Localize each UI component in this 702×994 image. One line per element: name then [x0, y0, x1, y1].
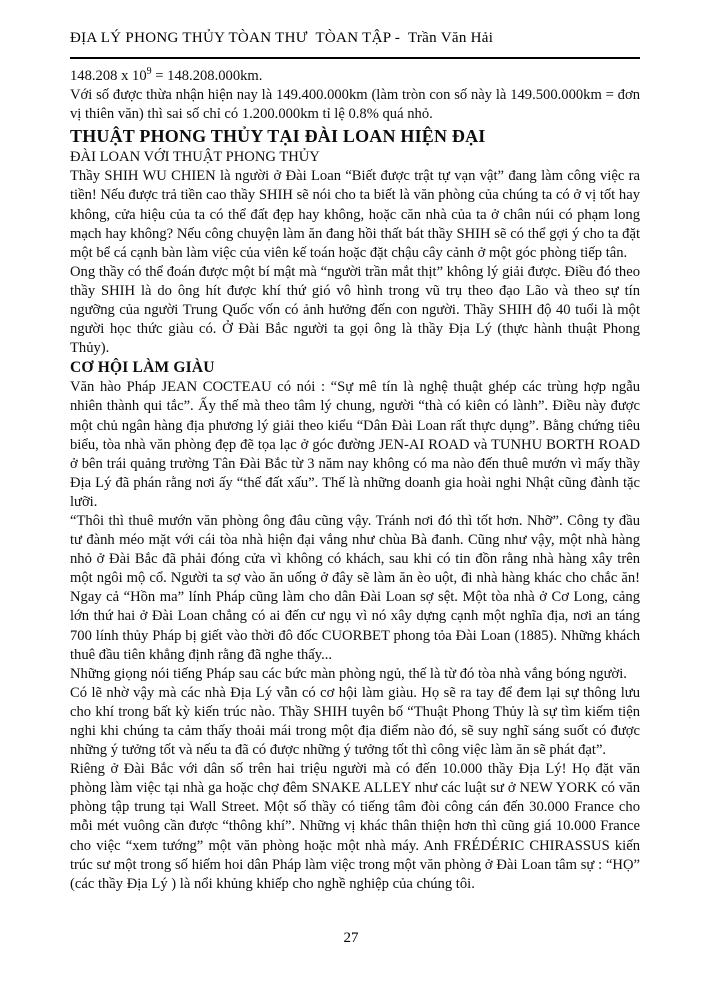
paragraph-shih-secret: Ong thầy có thể đoán được một bí mật mà “người trần mắt thịt” không lý giải được. Điều đó theo thầy SHIH là do ông hít được khí thứ gió vô hình trong vũ trụ theo đạo Lão và theo sự tín ngưỡng của người Trung Quốc vốn có ảnh hưởng đến con người. Thầy SHIH độ 40 tuổi là một người học thức giàu có. Ở Đài Bắc người ta gọi ông là thầy Địa Lý (thực hành thuật Phong Thủy).	[70, 263, 640, 357]
header-title: ĐỊA LÝ PHONG THỦY TÒAN THƯ TÒAN TẬP - Trần Văn Hải	[70, 30, 494, 46]
header-divider	[70, 57, 640, 59]
section-heading-co-hoi-lam-giau: CƠ HỘI LÀM GIÀU	[70, 359, 215, 377]
paragraph-french-voices: Những giọng nói tiếng Pháp sau các bức màn phòng ngủ, thế là từ đó tòa nhà vắng bóng người.	[70, 665, 627, 682]
paragraph-cocteau: Văn hào Pháp JEAN COCTEAU có nói : “Sự mê tín là nghệ thuật ghép các trùng hợp ngẫu nhiên thành qui tắc”. Ấy thế mà theo tâm lý chung, người “thà có kiên có lành”. Điều này được một chủ ngân hàng địa phương lý giải theo kiểu “Dân Đài Loan rất thực dụng”. Bằng chứng tiêu biểu, tòa nhà văn phòng đẹp đẽ tọa lạc ở góc đường JEN-AI ROAD và TUNHU BORTH ROAD ở bên trái quảng trường Tân Đài Bắc từ 3 năm nay không có ma nào đến thuê mướn vì mấy thầy Địa Lý đã phán rằng nơi ấy “thế đất xấu”. Thế là những doanh gia hoài nghi Nhật cũng đành tặc lưỡi.	[70, 379, 640, 510]
paragraph-haunted-buildings: “Thôi thì thuê mướn văn phòng ông đâu cũng vậy. Tránh nơi đó thì tốt hơn. Nhỡ”. Công ty đầu tư đành méo mặt với cái tòa nhà hiện đại vắng như chùa Bà đanh. Cũng như vậy, một nhà hàng nhỏ ở Đài Bắc đã phải đóng cửa vì không có khách, sau khi có tin đồn rằng nhà hàng xây trên một ngôi mộ cổ. Người ta sợ vào ăn uống ở đây sẽ làm ăn èo uột, đi nhà hàng khác cho chắc ăn! Ngay cả “Hồn ma” lính Pháp cũng làm cho dân Đài Loan sợ sệt. Một tòa nhà ở Cơ Long, cảng lớn thứ hai ở Đài Loan chẳng có ai đến cư ngụ vì nó xây dựng cạnh một nghĩa địa, nơi an táng 700 lính thủy Pháp bị giết vào thời đô đốc CUORBET phong tỏa Đài Loan (1885). Những khách thuê đầu tiên khẳng định rằng đã nghe thấy...	[70, 512, 640, 663]
formula-line	[70, 67, 640, 86]
paragraph-shih-intro: Thầy SHIH WU CHIEN là người ở Đài Loan “Biết được trật tự vạn vật” đang làm công việc ra tiền! Nếu được trả tiền cao thầy SHIH sẽ nói cho ta biết là văn phòng của chúng ta có ở vị tốt hay không, cửa hiệu của ta có thể đất đẹp hay không, hoặc căn nhà của ta ở chân núi có phạm long mạch hay không? Nếu công chuyện làm ăn đang hồi thất bát thầy SHIH sẽ có thể gợi ý cho ta đặt một bể cá cạnh bàn làm việc của viên kế toán hoặc đặt chậu cây cảnh ở một góc phòng tiếp tân.	[70, 168, 640, 261]
page-content	[70, 67, 640, 894]
sub-heading: ĐÀI LOAN VỚI THUẬT PHONG THỦY	[70, 149, 320, 166]
paragraph-taipei-masters: Riêng ở Đài Bắc với dân số trên hai triệu người mà có đến 10.000 thầy Địa Lý! Họ đặt văn phòng làm việc tại nhà ga hoặc chợ đêm SNAKE ALLEY như các luật sư ở NEW YORK có văn phòng tập trung tại Wall Street. Một số thầy có tiếng tâm đòi công cán đến 30.000 France cho mỗi mét vuông cần được “thông khí”. Những vị khác thân thiện hơn thì cũng giá 10.000 France cho việc “xem tướng” một văn phòng hoặc một nhà máy. Anh FRÉDÉRIC CHIRASSUS kiến trúc sư một trong số hiếm hoi dân Pháp làm việc trong một văn phòng ở Đài Loan tâm sự : “HỌ” (các thầy Địa Lý ) là nổi khủng khiếp cho nghề nghiệp của chúng tôi.	[70, 761, 640, 892]
page-footer	[0, 930, 702, 947]
formula-exponent: 9	[146, 66, 152, 78]
page-number: 27	[343, 930, 359, 946]
paragraph-khi-flow: Có lẽ nhờ vậy mà các nhà Địa Lý vẫn có cơ hội làm giàu. Họ sẽ ra tay để đem lại sự thông lưu cho khí trong bất kỳ kiến trúc nào. Thầy SHIH tuyên bố “Thuật Phong Thủy là sự tìm kiếm tiện nghi khi chúng ta cảm thấy thoải mái trong một địa điểm nào đó, sẽ suy nghĩ sáng suốt có được những ý tưởng tốt và nếu ta đã có được những ý tưởng tốt thì công việc làm ăn sẽ phát đạt”.	[70, 684, 640, 759]
formula-base: 148.208 x 10	[70, 68, 147, 84]
page-header	[70, 30, 640, 59]
formula-rest: = 148.208.000km.	[151, 68, 263, 84]
paragraph-astronomy-error: Với số được thừa nhận hiện nay là 149.400.000km (làm tròn con số này là 149.500.000km = đơn vị thiên văn) thì sai số chỉ có 1.200.000km tỉ lệ 0.8% quá nhỏ.	[70, 87, 640, 123]
main-heading: THUẬT PHONG THỦY TẠI ĐÀI LOAN HIỆN ĐẠI	[70, 126, 486, 147]
